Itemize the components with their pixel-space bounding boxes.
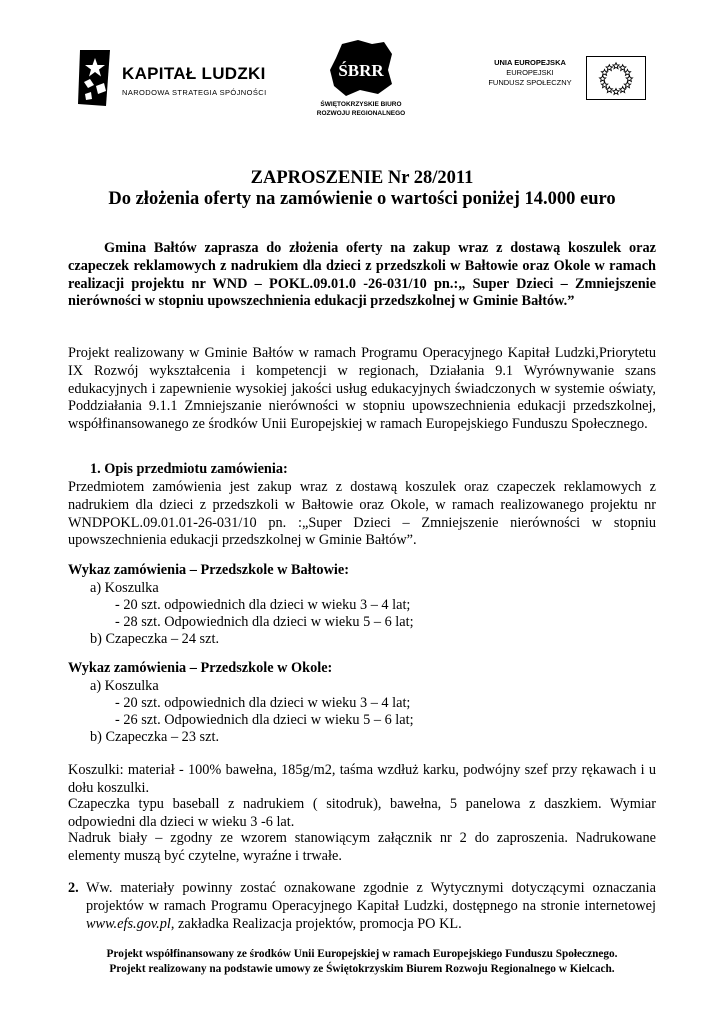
section2-text-before: Ww. materiały powinny zostać oznakowane zgodnie z Wytycznymi dotyczącymi oznaczania projektów w ramach Programu Operacyjnego Kapitał Ludzki, dostępnego na stronie internetowej bbox=[86, 880, 656, 914]
baltow-item-a: a) Koszulka bbox=[90, 580, 159, 596]
header-logos bbox=[0, 0, 724, 150]
efs-website-link[interactable]: www.efs.gov.pl bbox=[86, 915, 171, 932]
kapital-ludzki-subtitle: NARODOWA STRATEGIA SPÓJNOŚCI bbox=[122, 88, 267, 97]
eu-logo bbox=[480, 56, 650, 102]
baltow-heading: Wykaz zamówienia – Przedszkole w Bałtowie: bbox=[68, 562, 349, 578]
eu-flag-icon bbox=[586, 56, 646, 100]
okol-item-b: b) Czapeczka – 23 szt. bbox=[90, 729, 220, 745]
baltow-item-a2: - 28 szt. Odpowiednich dla dzieci w wieku 5 – 6 lat; bbox=[115, 614, 414, 630]
document-title: ZAPROSZENIE Nr 28/2011 bbox=[250, 168, 474, 188]
sbrr-region-map-icon bbox=[328, 40, 394, 96]
kapital-ludzki-logo bbox=[76, 48, 276, 116]
baltow-item-a1: - 20 szt. odpowiednich dla dzieci w wieku 3 – 4 lat; bbox=[115, 597, 411, 613]
project-info-paragraph: Projekt realizowany w Gminie Bałtów w ramach Programu Operacyjnego Kapitał Ludzki,Priorytetu IX Rozwój wykształcenia i kompetencji w regionach, Działania 9.1 Wyrównywanie szans edukacyjnych i zapewnienie wysokiej jakości usług edukacyjnych świadczonych w systemie oświaty, Poddziałania 9.1.1 Zmniejszanie nierówności w stopniu upowszechnienia edukacji przedszkolnej, współfinansowanego ze środków Unii Europejskiej w ramach Europejskiego Funduszu Społecznego. bbox=[68, 345, 656, 433]
kapital-ludzki-title: KAPITAŁ LUDZKI bbox=[122, 64, 266, 83]
section2-number: 2. bbox=[68, 880, 79, 896]
sbrr-caption bbox=[306, 100, 416, 118]
eu-line3: FUNDUSZ SPOŁECZNY bbox=[488, 78, 572, 87]
okol-item-a2: - 26 szt. Odpowiednich dla dzieci w wieku 5 – 6 lat; bbox=[115, 712, 414, 728]
okol-item-a: a) Koszulka bbox=[90, 678, 159, 694]
eu-line1: UNIA EUROPEJSKA bbox=[494, 58, 566, 67]
footer-line2: Projekt realizowany na podstawie umowy ze Świętokrzyskim Biurem Rozwoju Regionalnego w Kielcach. bbox=[109, 963, 615, 975]
kapital-ludzki-emblem-icon bbox=[76, 48, 114, 108]
section1-heading: 1. Opis przedmiotu zamówienia: bbox=[90, 461, 288, 477]
sbrr-logo-text: ŚBRR bbox=[338, 61, 384, 80]
intro-paragraph: Gmina Bałtów zaprasza do złożenia oferty na zakup wraz z dostawą koszulek oraz czapeczek reklamowych z nadrukiem dla dzieci z przedszkoli w Bałtowie oraz Okole w ramach realizacji projektu nr WND – POKL.09.01.0 -26-031/10 pn.:„ Super Dzieci – Zmniejszenie nierówności w stopniu upowszechnienia edukacji przedszkolnej w Gminie Bałtów.” bbox=[68, 240, 656, 310]
spec-koszulki: Koszulki: materiał - 100% bawełna, 185g/m2, taśma wzdłuż karku, podwójny szef przy rękawach i u dołu koszulki. bbox=[68, 762, 656, 796]
sbrr-caption-line2: ROZWOJU REGIONALNEGO bbox=[316, 110, 406, 117]
okol-heading: Wykaz zamówienia – Przedszkole w Okole: bbox=[68, 660, 333, 676]
eu-logo-text bbox=[480, 58, 580, 88]
document-subtitle: Do złożenia oferty na zamówienie o wartości poniżej 14.000 euro bbox=[108, 189, 616, 209]
spec-czapeczka: Czapeczka typu baseball z nadrukiem ( sitodruk), bawełna, 5 panelowa z daszkiem. Wymiar odpowiedni dla dzieci w wieku 3 -6 lat. bbox=[68, 796, 656, 830]
footer-line1: Projekt współfinansowany ze środków Unii Europejskiej w ramach Europejskiego Funduszu Społecznego. bbox=[106, 948, 618, 960]
section2-text-after: , zakładka Realizacja projektów, promocja PO KL. bbox=[170, 915, 462, 932]
sbrr-logo bbox=[306, 40, 416, 122]
section1-text: Przedmiotem zamówienia jest zakup wraz z dostawą koszulek oraz czapeczek reklamowych z nadrukiem dla dzieci z przedszkoli w Bałtowie oraz Okole, w ramach realizowanego projektu nr WNDPOKL.09.01.01-26-031/10 pn. :„Super Dzieci – Zmniejszenie nierówności w stopniu upowszechnienia edukacji przedszkolnej w Gminie Bałtów”. bbox=[68, 479, 656, 549]
spec-nadruk: Nadruk biały – zgodny ze wzorem stanowiącym załącznik nr 2 do zaproszenia. Nadrukowane elementy muszą być czytelne, wyraźne i trwałe. bbox=[68, 830, 656, 864]
okol-item-a1: - 20 szt. odpowiednich dla dzieci w wieku 3 – 4 lat; bbox=[115, 695, 411, 711]
sbrr-caption-line1: ŚWIĘTOKRZYSKIE BIURO bbox=[320, 101, 402, 108]
eu-line2: EUROPEJSKI bbox=[506, 68, 554, 77]
baltow-item-b: b) Czapeczka – 24 szt. bbox=[90, 631, 220, 647]
section2-text bbox=[86, 880, 656, 933]
